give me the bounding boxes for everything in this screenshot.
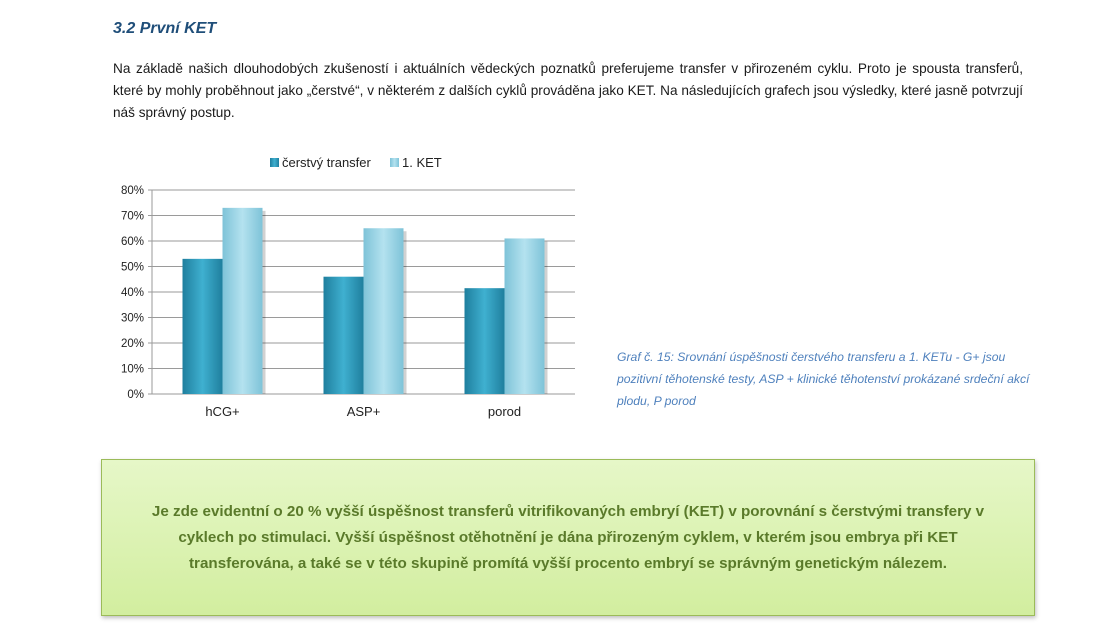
y-tick-label: 70% [120, 210, 144, 223]
y-tick-label: 60% [120, 236, 144, 248]
legend-label: čerstvý transfer [282, 155, 371, 170]
bar-hCG+-ket [223, 208, 263, 394]
chart-caption: Graf č. 15: Srovnání úspěšnosti čerstvého transferu a 1. KETu - G+ jsou pozitivní těhotenské testy, ASP + klinické těhotenství prokázané srdeční akcí plodu, P porod [617, 350, 1030, 408]
legend-label: 1. KET [402, 155, 442, 170]
legend-swatch [270, 158, 279, 167]
y-tick-label: 10% [120, 363, 144, 376]
y-tick-label: 50% [120, 261, 144, 274]
bar-chart-svg [100, 148, 600, 438]
y-tick-label: 30% [120, 312, 144, 325]
highlight-box [101, 459, 1035, 616]
section-heading: 3.2 První KET [113, 20, 217, 37]
y-tick-label: 40% [120, 287, 144, 299]
y-tick-label: 80% [120, 185, 144, 197]
highlight-text: Je zde evidentní o 20 % vyšší úspěšnost transferů vitrifikovaných embryí (KET) v porovnání s čerstvými transfery v cyklech po stimulaci. Vyšší úspěšnost otěhotnění je dána přirozeným cyklem, v kterém jsou embrya při KET transferována, a také se v této skupině promítá vyšší procento embryí se správným genetickým nálezem. [151, 502, 985, 572]
legend-swatch [390, 158, 399, 167]
bar-ASP+-fresh [324, 277, 364, 394]
y-tick-label: 20% [120, 338, 144, 350]
bar-porod-ket [505, 238, 545, 394]
intro-paragraph [113, 58, 1023, 124]
x-tick-label: ASP+ [346, 404, 381, 419]
bar-chart [100, 148, 600, 438]
bar-hCG+-fresh [183, 259, 223, 394]
intro-paragraph-text: Na základě našich dlouhodobých zkušeností i aktuálních vědeckých poznatků preferujeme transfer v přirozeném cyklu. Proto je spousta transferů, které by mohly proběhnout jako „čerstvé“, v některém z dalších cyklů prováděna jako KET. Na následujících grafech jsou výsledky, které jasně potvrzují náš správný postup. [113, 61, 1023, 120]
bar-ASP+-ket [364, 228, 404, 394]
y-tick-label: 0% [127, 389, 144, 401]
x-tick-label: hCG+ [205, 404, 240, 419]
x-tick-label: porod [487, 404, 522, 419]
bar-porod-fresh [465, 288, 505, 394]
